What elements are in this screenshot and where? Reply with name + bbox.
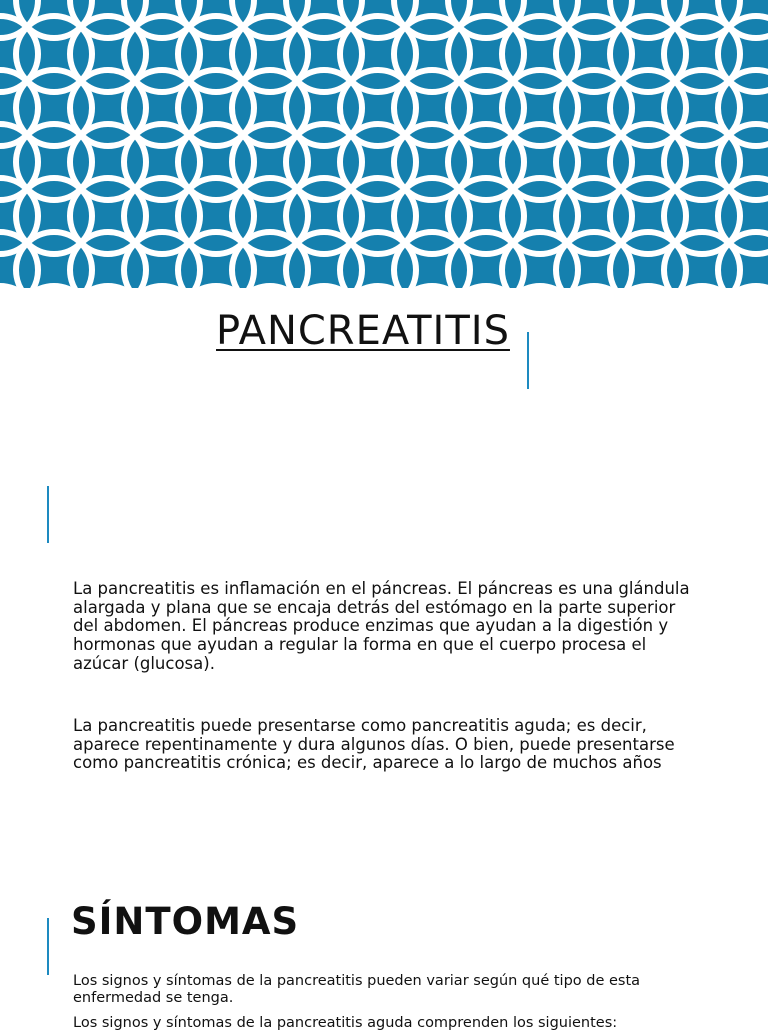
- page-title: PANCREATITIS: [216, 308, 510, 354]
- section-intro-text: Los signos y síntomas de la pancreatitis pueden variar según qué tipo de esta enfermedad se tenga.: [73, 973, 641, 1006]
- section-partial-line: Los signos y síntomas de la pancreatitis aguda comprenden los siguientes:: [73, 1015, 618, 1031]
- title-accent-line: [527, 332, 529, 389]
- interlocking-circles-pattern: [0, 0, 768, 288]
- intro-paragraph: La pancreatitis es inflamación en el páncreas. El páncreas es una glándula alargada y plana que se encaja detrás del estómago en la parte superior del abdomen. El páncreas produce enzimas que ayudan a la digestión y hormonas que ayudan a regular la forma en que el cuerpo procesa el azúcar (glucosa).: [73, 579, 690, 673]
- header-pattern-banner: [0, 0, 768, 288]
- section-heading: SÍNTOMAS: [71, 900, 300, 943]
- slide-accent-line: [47, 486, 49, 543]
- types-paragraph: La pancreatitis puede presentarse como pancreatitis aguda; es decir, aparece repentinamente y dura algunos días. O bien, puede presentarse como pancreatitis crónica; es decir, aparece a lo largo de muchos años: [73, 716, 675, 773]
- section-accent-line: [47, 918, 49, 975]
